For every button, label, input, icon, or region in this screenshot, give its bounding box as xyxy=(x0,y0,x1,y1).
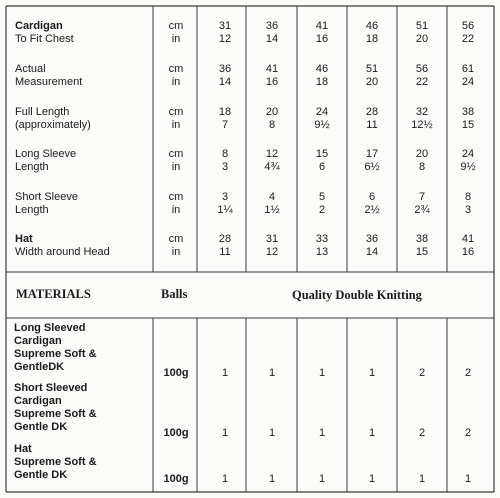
cell-cm: 36 xyxy=(218,63,232,75)
cell-cm: 15 xyxy=(315,148,329,160)
row-label: Long Sleeve xyxy=(15,148,77,160)
cell-in: 1½ xyxy=(264,204,280,216)
cell-in: 18 xyxy=(315,76,329,88)
cell-cm: 38 xyxy=(415,233,429,245)
ball-count: 2 xyxy=(418,367,426,379)
ball-count: 2 xyxy=(418,427,426,439)
cell-in: 16 xyxy=(265,76,279,88)
cell-cm: 20 xyxy=(415,148,429,160)
cell-in: 14 xyxy=(365,246,379,258)
unit-cm: cm xyxy=(168,191,184,203)
unit-in: in xyxy=(171,119,181,131)
ball-count: 1 xyxy=(221,427,229,439)
cell-cm: 31 xyxy=(265,233,279,245)
cell-cm: 41 xyxy=(265,63,279,75)
cell-in: 22 xyxy=(415,76,429,88)
cell-cm: 18 xyxy=(218,106,232,118)
ball-count: 2 xyxy=(464,367,472,379)
materials-label: Supreme Soft & xyxy=(14,408,97,420)
cell-in: 15 xyxy=(415,246,429,258)
cell-in: 22 xyxy=(461,33,475,45)
materials-heading: MATERIALS xyxy=(16,287,91,301)
cell-in: 13 xyxy=(315,246,329,258)
row-label: Actual xyxy=(15,63,46,75)
ball-count: 1 xyxy=(268,367,276,379)
materials-label: Cardigan xyxy=(14,395,62,407)
cell-in: 24 xyxy=(461,76,475,88)
unit-in: in xyxy=(171,33,181,45)
cell-in: 12½ xyxy=(411,119,433,131)
cell-cm: 56 xyxy=(415,63,429,75)
cell-cm: 6 xyxy=(368,191,376,203)
cell-cm: 36 xyxy=(265,20,279,32)
row-label-line2: Measurement xyxy=(15,76,83,88)
yarn-heading: Quality Double Knitting xyxy=(292,288,422,302)
cell-in: 20 xyxy=(415,33,429,45)
unit-in: in xyxy=(171,204,181,216)
unit-in: in xyxy=(171,161,181,173)
cell-cm: 8 xyxy=(464,191,472,203)
cell-cm: 17 xyxy=(365,148,379,160)
cell-in: 11 xyxy=(366,119,378,131)
ball-count: 1 xyxy=(268,473,276,485)
cell-in: 8 xyxy=(268,119,276,131)
cell-cm: 36 xyxy=(365,233,379,245)
cell-in: 18 xyxy=(365,33,379,45)
cell-in: 9½ xyxy=(314,119,330,131)
cell-in: 20 xyxy=(365,76,379,88)
cell-cm: 28 xyxy=(365,106,379,118)
cell-cm: 51 xyxy=(415,20,429,32)
cell-cm: 8 xyxy=(221,148,229,160)
unit-cm: cm xyxy=(168,233,184,245)
unit-cm: cm xyxy=(168,63,184,75)
cell-cm: 31 xyxy=(218,20,232,32)
cell-in: 2½ xyxy=(364,204,380,216)
unit-in: in xyxy=(171,246,181,258)
cell-in: 9½ xyxy=(460,161,476,173)
row-label: Cardigan xyxy=(15,20,63,32)
cell-in: 16 xyxy=(315,33,329,45)
row-label: Full Length xyxy=(15,106,70,118)
cell-in: 14 xyxy=(265,33,279,45)
cell-in: 11 xyxy=(219,246,231,258)
cell-cm: 20 xyxy=(265,106,279,118)
balls-heading: Balls xyxy=(161,287,188,301)
cell-cm: 61 xyxy=(461,63,475,75)
ball-count: 1 xyxy=(318,427,326,439)
cell-cm: 24 xyxy=(461,148,475,160)
cell-cm: 12 xyxy=(265,148,279,160)
cell-cm: 56 xyxy=(461,20,475,32)
ball-count: 1 xyxy=(368,367,376,379)
cell-cm: 32 xyxy=(415,106,429,118)
row-label-line2: Length xyxy=(15,204,49,216)
cell-cm: 4 xyxy=(268,191,276,203)
ball-weight: 100g xyxy=(163,367,189,379)
cell-in: 2¾ xyxy=(414,204,430,216)
row-label: Short Sleeve xyxy=(15,191,78,203)
cell-in: 8 xyxy=(418,161,426,173)
cell-cm: 24 xyxy=(315,106,329,118)
ball-count: 1 xyxy=(418,473,426,485)
cell-in: 12 xyxy=(265,246,279,258)
cell-cm: 51 xyxy=(365,63,379,75)
ball-count: 1 xyxy=(318,473,326,485)
cell-cm: 41 xyxy=(315,20,329,32)
materials-label: Long Sleeved xyxy=(14,322,86,334)
cell-in: 3 xyxy=(464,204,472,216)
cell-cm: 33 xyxy=(315,233,329,245)
cell-in: 3 xyxy=(221,161,229,173)
row-label-line2: Width around Head xyxy=(15,246,110,258)
materials-label: Gentle DK xyxy=(14,421,68,433)
cell-cm: 3 xyxy=(221,191,229,203)
ball-weight: 100g xyxy=(163,427,189,439)
materials-label: Supreme Soft & xyxy=(14,348,97,360)
cell-in: 7 xyxy=(221,119,229,131)
ball-count: 1 xyxy=(318,367,326,379)
unit-cm: cm xyxy=(168,20,184,32)
cell-in: 6½ xyxy=(364,161,380,173)
cell-in: 15 xyxy=(461,119,475,131)
materials-label: Short Sleeved xyxy=(14,382,88,394)
materials-label: Gentle DK xyxy=(14,469,68,481)
unit-cm: cm xyxy=(168,148,184,160)
cell-in: 12 xyxy=(218,33,232,45)
ball-count: 1 xyxy=(368,473,376,485)
row-label: Hat xyxy=(15,233,33,245)
ball-count: 1 xyxy=(268,427,276,439)
ball-count: 1 xyxy=(221,367,229,379)
unit-in: in xyxy=(171,76,181,88)
cell-cm: 28 xyxy=(218,233,232,245)
row-label-line2: Length xyxy=(15,161,49,173)
ball-count: 1 xyxy=(368,427,376,439)
cell-in: 2 xyxy=(318,204,326,216)
cell-cm: 7 xyxy=(418,191,426,203)
cell-cm: 38 xyxy=(461,106,475,118)
cell-in: 14 xyxy=(218,76,232,88)
ball-count: 2 xyxy=(464,427,472,439)
ball-count: 1 xyxy=(464,473,472,485)
ball-weight: 100g xyxy=(163,473,189,485)
cell-in: 16 xyxy=(461,246,475,258)
materials-label: Cardigan xyxy=(14,335,62,347)
cell-in: 1¼ xyxy=(217,204,233,216)
cell-cm: 41 xyxy=(461,233,475,245)
ball-count: 1 xyxy=(221,473,229,485)
unit-cm: cm xyxy=(168,106,184,118)
materials-label: Supreme Soft & xyxy=(14,456,97,468)
cell-in: 4¾ xyxy=(264,161,280,173)
row-label-line2: To Fit Chest xyxy=(15,33,74,45)
materials-label: GentleDK xyxy=(14,361,65,373)
cell-cm: 46 xyxy=(315,63,329,75)
materials-label: Hat xyxy=(14,443,32,455)
cell-cm: 5 xyxy=(318,191,326,203)
cell-cm: 46 xyxy=(365,20,379,32)
cell-in: 6 xyxy=(318,161,326,173)
row-label-line2: (approximately) xyxy=(15,119,91,131)
